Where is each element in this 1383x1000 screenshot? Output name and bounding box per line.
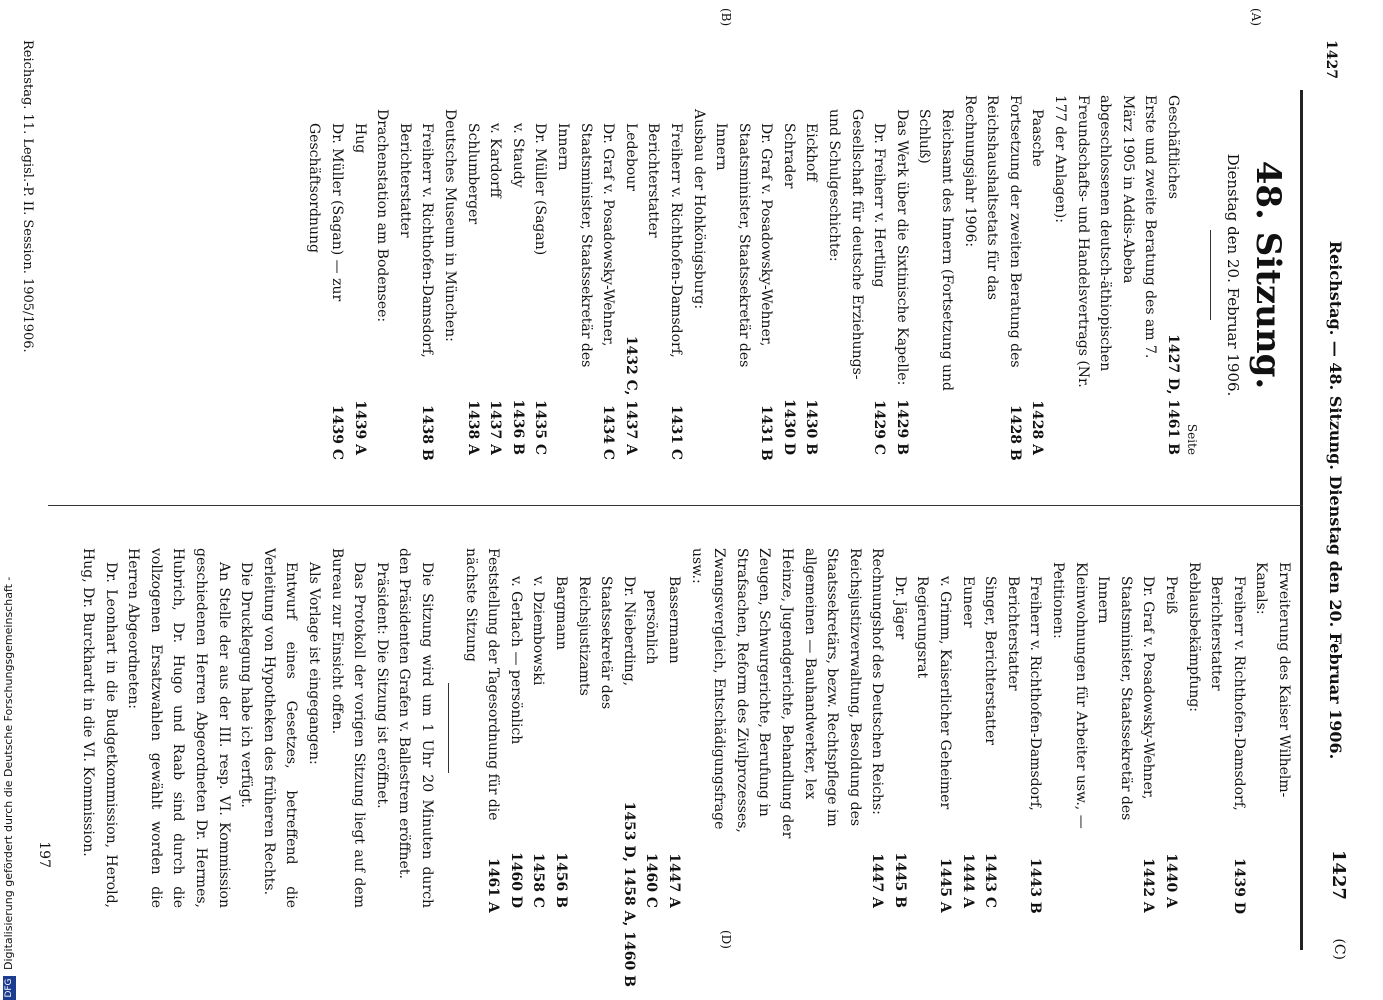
toc-entry bbox=[1092, 548, 1160, 913]
toc-entry bbox=[913, 95, 958, 455]
paragraph: Dr. Leonhart in die Budgetkommission, Herold, Hug, Dr. Burckhardt in die VI. Kommission. bbox=[80, 548, 119, 908]
paragraph: Als Vorlage ist eingegangen: bbox=[306, 562, 323, 765]
header-page-number: 1427 bbox=[1328, 849, 1349, 900]
toc-entry-text: Feststellung der Tagesordnung für die nächste Sitzung bbox=[462, 548, 502, 821]
right-column bbox=[35, 548, 1295, 987]
toc-entry-page bbox=[1046, 858, 1091, 908]
toc-entry-page: 1428 B bbox=[1006, 405, 1023, 461]
toc-entry-text: Eickhoff bbox=[803, 123, 820, 182]
toc-entry-text: Schrader bbox=[780, 123, 797, 189]
toc-entry-text: Dr. Jäger bbox=[891, 576, 908, 640]
toc-entry-page: 1460 D bbox=[507, 852, 524, 908]
toc-entry bbox=[642, 95, 687, 460]
margin-mark-c: (C) bbox=[1331, 938, 1347, 960]
toc-entry bbox=[662, 548, 685, 908]
toc-entry-text: Dr. Graf v. Posadowsky-Wehner, Staatsminister, Staatssekretär des Innern bbox=[713, 123, 775, 368]
toc-entry-text: Singer, Berichterstatter bbox=[982, 576, 999, 745]
toc-entry-text: v. Staudy bbox=[509, 123, 526, 188]
toc-entry-text: v. Kardorff bbox=[487, 123, 504, 198]
toc-entry-text: Freiherr v. Richthofen-Damsdorf, Berichterstatter bbox=[396, 123, 436, 358]
toc-entry-page: 1430 B bbox=[803, 399, 820, 455]
toc-entry-page: 1436 B bbox=[509, 399, 526, 455]
toc-entry-text: Das Werk über die Sixtinische Kapelle: bbox=[893, 109, 910, 386]
toc-entry-page bbox=[1182, 858, 1205, 908]
toc-entry-text: Dr. Nieberding, Staatssekretär des Reichsjustizamts bbox=[575, 576, 637, 710]
toc-entry bbox=[823, 95, 868, 455]
toc-entry-page: 1428 A bbox=[1029, 400, 1046, 455]
page-footer-number: 197 bbox=[35, 841, 52, 868]
toc-entry bbox=[529, 95, 552, 455]
paragraph: Die Sitzung wird um 1 Uhr 20 Minuten durch den Präsidenten Grafen v. Ballestrem eröffnet. bbox=[396, 548, 436, 908]
toc-entry bbox=[710, 95, 778, 461]
column-divider bbox=[48, 505, 1303, 506]
toc-entry bbox=[506, 95, 529, 455]
toc-entry-text: v. Gerlach — persönlich bbox=[507, 576, 524, 745]
page-header bbox=[1305, 40, 1353, 960]
toc-entry-text: Drachenstation am Bodensee: bbox=[374, 109, 391, 323]
toc-entry-page: 1443 B bbox=[1027, 858, 1044, 914]
side-note bbox=[0, 0, 18, 1000]
toc-entry-text: Euneer bbox=[959, 576, 976, 628]
paragraph: An Stelle der aus der III. resp. VI. Kommission geschiedenen Herren Abgeordneten Dr. Hermes, Hubrich, Dr. Hugo und Raab sind durch die vollzogenen Ersatzwahlen gewählt worden die Herren Abgeordneten: bbox=[125, 548, 232, 908]
toc-entry-text: Reichsamt des Innern (Fortsetzung und Schluß) bbox=[916, 109, 956, 392]
toc-entry bbox=[348, 95, 371, 455]
toc-entry bbox=[685, 548, 866, 908]
toc-entry-page: 1445 A bbox=[937, 858, 954, 913]
toc-entry bbox=[1205, 548, 1250, 914]
toc-entry-page: 1453 D, 1458 A, 1460 B bbox=[620, 801, 637, 987]
toc-entry bbox=[619, 95, 642, 455]
toc-entry-text: Erweiterung des Kaiser Wilhelm-Kanals: bbox=[1253, 562, 1292, 798]
toc-entry-text: Hug bbox=[351, 123, 368, 154]
toc-entry bbox=[1182, 548, 1205, 908]
toc-entry bbox=[640, 548, 663, 908]
toc-entry-text: Schlumberger bbox=[464, 123, 481, 225]
toc-entry bbox=[504, 548, 527, 908]
toc-entry bbox=[303, 95, 348, 460]
separator bbox=[448, 683, 449, 773]
toc-entry-text: v. Grimm, Kaiserlicher Geheimer Regierungsrat bbox=[914, 576, 954, 810]
header-left: 1427 bbox=[1323, 40, 1339, 79]
toc-entry bbox=[393, 95, 438, 461]
toc-entry-page: 1431 C bbox=[667, 405, 684, 460]
toc-entry-page: 1445 B bbox=[891, 852, 908, 908]
toc-entry-text: Erste und zweite Beratung des am 7. März 1905 in Addis-Abeba abgeschlossenen deutsch-äthiopischen Freundschafts- und Handelsvertrags (Nr. 177 der Anlagen): bbox=[1052, 95, 1159, 388]
toc-entry-page bbox=[438, 405, 461, 455]
toc-entry-page: 1429 B bbox=[893, 399, 910, 455]
toc-entry bbox=[687, 95, 710, 455]
toc-entry-page: 1438 B bbox=[419, 405, 436, 461]
toc-entry-text: Paasche bbox=[1029, 109, 1046, 167]
paragraph: Entwurf eines Gesetzes, betreffend die Verleitung von Hypotheken des früheren Rechts. bbox=[260, 548, 300, 908]
toc-entry bbox=[1001, 548, 1046, 914]
toc-entry-page: 1439 A bbox=[351, 400, 368, 455]
side-note-text: Digitalisierung gefördert durch die Deutsche Forschungsgemeinschaft - bbox=[2, 576, 15, 970]
margin-mark-d: (D) bbox=[719, 930, 733, 949]
toc-entry bbox=[911, 548, 956, 913]
right-toc bbox=[459, 548, 1295, 987]
toc-entry-text: Kleinwohnungen für Arbeiter usw., — Petitionen: bbox=[1050, 562, 1089, 829]
toc-entry-page: 1437 A bbox=[487, 400, 504, 455]
toc-entry-page bbox=[823, 405, 868, 455]
toc-entry-text: Bassermann bbox=[665, 576, 682, 664]
toc-entry-page: 1429 C bbox=[871, 400, 888, 455]
toc-entry bbox=[1048, 95, 1161, 455]
toc-entry-text: Dr. Freiherr v. Hertling bbox=[871, 123, 888, 288]
toc-entry-text: Deutsches Museum in München: bbox=[442, 109, 458, 342]
toc-entry-page: 1458 C bbox=[530, 853, 547, 908]
toc-entry-text: Dr. Müller (Sagan) bbox=[532, 123, 549, 256]
header-rule bbox=[1300, 90, 1303, 950]
toc-entry-text: Reblausbekämpfung: bbox=[1185, 562, 1202, 713]
toc-entry bbox=[958, 95, 1026, 461]
toc-entry-page: 1439 C bbox=[329, 405, 346, 460]
toc-entry bbox=[459, 548, 504, 913]
header-center: Reichstag. — 48. Sitzung. Dienstag den 20. Februar 1906. bbox=[1326, 240, 1345, 760]
toc-entry-text: Freiherr v. Richthofen-Damsdorf, Berichterstatter bbox=[1004, 576, 1044, 811]
toc-entry-page: 1447 A bbox=[869, 853, 886, 908]
separator bbox=[1210, 230, 1211, 320]
left-column bbox=[48, 95, 1295, 461]
toc-entry bbox=[572, 548, 640, 987]
toc-entry-text: Geschäftliches bbox=[1165, 95, 1181, 199]
paragraph: Präsident: Die Sitzung ist eröffnet. bbox=[373, 562, 390, 809]
toc-entry-page: 1444 A bbox=[959, 853, 976, 908]
toc-entry-text: Preiß bbox=[1163, 576, 1180, 615]
session-text bbox=[77, 548, 439, 908]
toc-entry bbox=[777, 95, 800, 455]
toc-entry-page: 1440 A bbox=[1163, 853, 1180, 908]
margin-mark-a: (A) bbox=[1249, 8, 1263, 27]
session-title: 48. Sitzung. bbox=[1248, 160, 1288, 390]
toc-entry bbox=[549, 548, 572, 908]
margin-mark-b: (B) bbox=[719, 8, 733, 27]
toc-entry-text: Dr. Graf v. Posadowsky-Wehner, Staatsminister, Staatssekretär des Innern bbox=[554, 123, 617, 368]
toc-entry-page: 1460 C bbox=[643, 853, 660, 908]
paragraph: Die Drucklegung habe ich verfügt. bbox=[238, 562, 255, 808]
toc-entry-page bbox=[1250, 858, 1295, 908]
toc-entry bbox=[888, 548, 911, 908]
toc-entry bbox=[979, 548, 1002, 908]
toc-entry-text: Dr. Müller (Sagan) — zur Geschäftsordnung bbox=[306, 123, 346, 302]
toc-entry-text: Fortsetzung der zweiten Beratung des Reichshaushaltsetats für das Rechnungsjahr 1906: bbox=[961, 95, 1023, 368]
toc-entry-page bbox=[685, 858, 866, 908]
toc-entry-page bbox=[1048, 405, 1161, 455]
toc-entry-page: 1443 C bbox=[982, 853, 999, 908]
toc-entry-text: persönlich bbox=[643, 590, 660, 665]
toc-entry-page: 1432 C, 1437 A bbox=[622, 335, 639, 455]
toc-entry-page: 1461 A bbox=[485, 858, 502, 913]
toc-entry-text: v. Dziembowski bbox=[530, 576, 547, 686]
toc-entry bbox=[1161, 95, 1184, 455]
toc-entry-text: Gesellschaft für deutsche Erziehungs- und Schulgeschichte: bbox=[826, 109, 865, 380]
toc-entry-text: Rechnungshof des Deutschen Reichs: bbox=[869, 548, 886, 815]
toc-entry-page: 1431 B bbox=[758, 405, 775, 461]
seite-label: Seite bbox=[1185, 423, 1199, 455]
toc-entry-page: 1456 B bbox=[553, 852, 569, 908]
toc-entry bbox=[527, 548, 550, 908]
toc-entry-page: 1430 D bbox=[780, 399, 797, 455]
toc-entry-text: Dr. Graf v. Posadowsky-Wehner, Staatsminister, Staatssekretär des Innern bbox=[1095, 576, 1157, 821]
toc-entry bbox=[890, 95, 913, 455]
toc-entry-text: Freiherr v. Richthofen-Damsdorf, Berichterstatter bbox=[1208, 576, 1247, 811]
toc-entry-text: Bargmann bbox=[553, 576, 569, 650]
toc-entry-page bbox=[371, 405, 394, 455]
toc-entry bbox=[1026, 95, 1049, 455]
side-note-strip bbox=[0, 0, 18, 1000]
toc-entry-page: 1427 D, 1461 B bbox=[1165, 334, 1181, 455]
toc-entry-text: Ledebour bbox=[622, 123, 639, 191]
toc-entry-page bbox=[913, 405, 958, 455]
left-toc bbox=[303, 95, 1184, 461]
toc-entry bbox=[438, 95, 461, 455]
toc-entry bbox=[551, 95, 619, 460]
toc-entry-page: 1447 A bbox=[665, 853, 682, 908]
toc-entry-page: 1435 C bbox=[532, 400, 549, 455]
toc-entry-text: Ausbau der Hohkönigsburg: bbox=[690, 109, 707, 310]
toc-entry-page: 1442 A bbox=[1140, 858, 1157, 913]
toc-entry-page: 1434 C bbox=[600, 405, 617, 460]
session-date: Dienstag den 20. Februar 1906. bbox=[1224, 153, 1242, 397]
toc-entry bbox=[800, 95, 823, 455]
toc-entry bbox=[371, 95, 394, 455]
footer-left: Reichstag. 11. Legisl.-P. II. Session. 1905/1906. bbox=[20, 40, 35, 353]
toc-entry bbox=[956, 548, 979, 908]
toc-entry bbox=[866, 548, 889, 908]
toc-entry bbox=[868, 95, 891, 455]
toc-entry-page bbox=[687, 405, 710, 455]
toc-entry bbox=[1159, 548, 1182, 908]
toc-entry bbox=[1250, 548, 1295, 908]
toc-entry-page: 1438 A bbox=[464, 400, 481, 455]
dfg-logo: DFG bbox=[3, 976, 16, 1000]
toc-entry bbox=[1046, 548, 1091, 908]
toc-entry bbox=[484, 95, 507, 455]
toc-entry-page: 1439 D bbox=[1230, 858, 1247, 914]
paragraph: Das Protokoll der vorigen Sitzung liegt auf dem Bureau zur Einsicht offen. bbox=[328, 548, 368, 908]
toc-entry bbox=[461, 95, 484, 455]
toc-entry-text: Reichsjustizverwaltung, Besoldung des Staatssekretärs, bezw. Rechtspflege im allgemeinen — Bauhandwerker, lex Heinze, Jugendgerichte, Behandlung der Zeugen, Schwurgerichte, Berufung in Strafsachen, Reform des Zivilprozesses, Zwangsvergleich, Entschädigungsfrage usw.: bbox=[688, 548, 863, 839]
toc-entry-text: Freiherr v. Richthofen-Damsdorf, Berichterstatter bbox=[645, 123, 684, 358]
